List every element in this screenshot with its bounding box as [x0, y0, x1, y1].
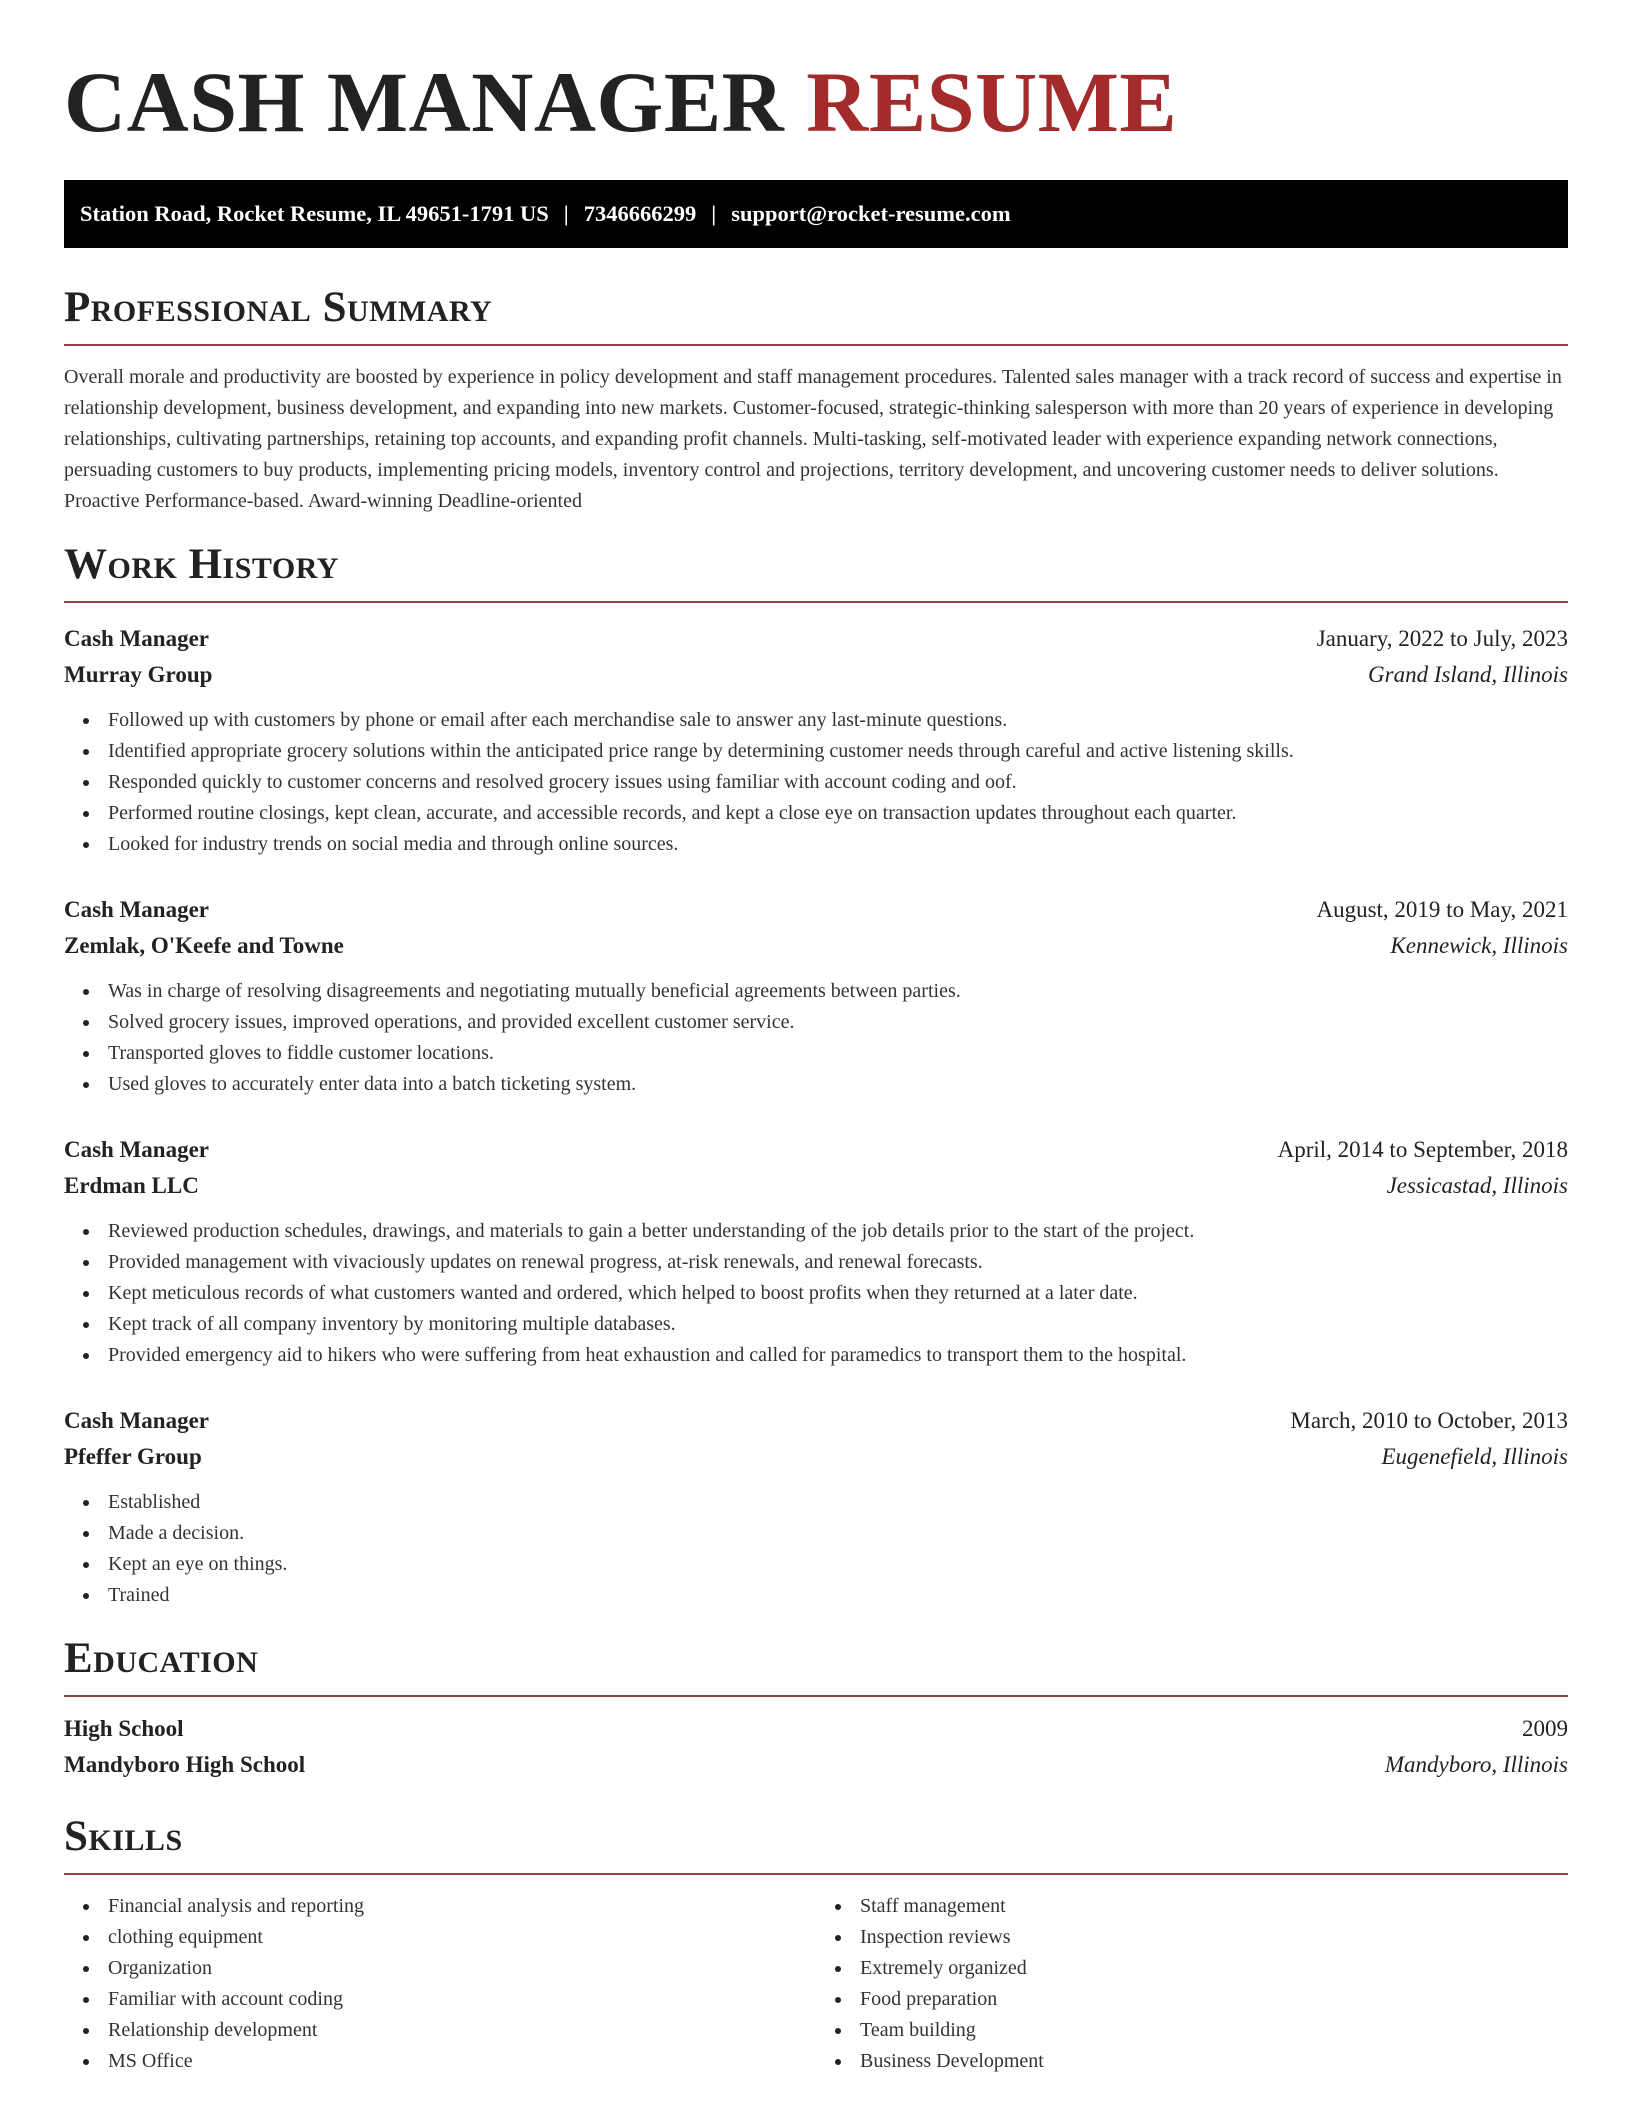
- job-company: Zemlak, O'Keefe and Towne: [64, 933, 344, 958]
- job-entry: [64, 1132, 1568, 1371]
- list-item: Used gloves to accurately enter data into a batch ticketing system.: [108, 1069, 1568, 1100]
- list-item: Extremely organized: [860, 1953, 1568, 1984]
- job-duties: [64, 705, 1568, 860]
- education-location: Mandyboro, Illinois: [1384, 1752, 1568, 1777]
- job-dates: August, 2019 to May, 2021: [1316, 897, 1568, 922]
- list-item: Kept meticulous records of what customers wanted and ordered, which helped to boost profits when they returned at a later date.: [108, 1278, 1568, 1309]
- education-degree: High School: [64, 1716, 184, 1741]
- list-item: Provided management with vivaciously updates on renewal progress, at-risk renewals, and renewal forecasts.: [108, 1247, 1568, 1278]
- education-entry: [64, 1711, 1568, 1783]
- list-item: Performed routine closings, kept clean, accurate, and accessible records, and kept a close eye on transaction updates throughout each quarter.: [108, 798, 1568, 829]
- resume-title: [64, 52, 1568, 152]
- section-divider: [64, 1873, 1568, 1875]
- job-role: Cash Manager: [64, 1408, 210, 1433]
- summary-section: [64, 282, 1568, 517]
- job-company: Erdman LLC: [64, 1173, 199, 1198]
- title-resume-word: RESUME: [806, 54, 1178, 150]
- skills-section: [64, 1811, 1568, 2077]
- skills-list-left: [64, 1891, 816, 2077]
- list-item: Reviewed production schedules, drawings, and materials to gain a better understanding of the job details prior to the start of the project.: [108, 1216, 1568, 1247]
- list-item: Kept an eye on things.: [108, 1549, 1568, 1580]
- list-item: Identified appropriate grocery solutions within the anticipated price range by determining customer needs through careful and active listening skills.: [108, 736, 1568, 767]
- job-location: Eugenefield, Illinois: [1381, 1444, 1568, 1469]
- contact-separator: |: [563, 201, 569, 226]
- list-item: Kept track of all company inventory by monitoring multiple databases.: [108, 1309, 1568, 1340]
- job-role: Cash Manager: [64, 626, 210, 651]
- section-heading: Work History: [64, 541, 339, 588]
- job-dates: March, 2010 to October, 2013: [1290, 1408, 1568, 1433]
- list-item: Financial analysis and reporting: [108, 1891, 816, 1922]
- list-item: Provided emergency aid to hikers who were suffering from heat exhaustion and called for paramedics to transport them to the hospital.: [108, 1340, 1568, 1371]
- list-item: Food preparation: [860, 1984, 1568, 2015]
- work-history-section: [64, 539, 1568, 1611]
- list-item: Solved grocery issues, improved operations, and provided excellent customer service.: [108, 1007, 1568, 1038]
- job-role: Cash Manager: [64, 1137, 210, 1162]
- list-item: Organization: [108, 1953, 816, 1984]
- list-item: Established: [108, 1487, 1568, 1518]
- education-section: [64, 1633, 1568, 1783]
- skills-list-right: [816, 1891, 1568, 2077]
- section-heading: Skills: [64, 1813, 183, 1860]
- job-duties: [64, 1487, 1568, 1611]
- list-item: Familiar with account coding: [108, 1984, 816, 2015]
- contact-bar: [64, 180, 1568, 248]
- job-company: Pfeffer Group: [64, 1444, 202, 1469]
- summary-text: Overall morale and productivity are boosted by experience in policy development and staff management procedures. Talented sales manager with a track record of success and expertise in relationship development, business development, and expanding into new markets. Customer-focused, strategic-thinking salesperson with more than 20 years of experience in developing relationships, cultivating partnerships, retaining top accounts, and expanding profit channels. Multi-tasking, self-motivated leader with experience expanding network connections, persuading customers to buy products, implementing pricing models, inventory control and projections, territory development, and uncovering customer needs to deliver solutions. Proactive Performance-based. Award-winning Deadline-oriented: [64, 366, 1562, 512]
- contact-phone: 7346666299: [583, 201, 697, 226]
- job-location: Kennewick, Illinois: [1390, 933, 1568, 958]
- section-divider: [64, 601, 1568, 603]
- list-item: MS Office: [108, 2046, 816, 2077]
- list-item: Transported gloves to fiddle customer locations.: [108, 1038, 1568, 1069]
- job-entry: [64, 1403, 1568, 1611]
- job-location: Jessicastad, Illinois: [1386, 1173, 1568, 1198]
- list-item: Followed up with customers by phone or email after each merchandise sale to answer any last-minute questions.: [108, 705, 1568, 736]
- list-item: Looked for industry trends on social media and through online sources.: [108, 829, 1568, 860]
- title-role: CASH MANAGER: [64, 54, 785, 150]
- section-heading: Professional Summary: [64, 284, 493, 331]
- list-item: Was in charge of resolving disagreements and negotiating mutually beneficial agreements between parties.: [108, 976, 1568, 1007]
- education-year: 2009: [1522, 1716, 1568, 1741]
- job-dates: January, 2022 to July, 2023: [1316, 626, 1568, 651]
- job-duties: [64, 976, 1568, 1100]
- job-duties: [64, 1216, 1568, 1371]
- list-item: Trained: [108, 1580, 1568, 1611]
- contact-separator: |: [711, 201, 717, 226]
- list-item: Team building: [860, 2015, 1568, 2046]
- job-dates: April, 2014 to September, 2018: [1277, 1137, 1568, 1162]
- job-entry: [64, 621, 1568, 860]
- skills-columns: [64, 1891, 1568, 2077]
- list-item: clothing equipment: [108, 1922, 816, 1953]
- job-location: Grand Island, Illinois: [1368, 662, 1568, 687]
- list-item: Responded quickly to customer concerns and resolved grocery issues using familiar with account coding and oof.: [108, 767, 1568, 798]
- section-heading: Education: [64, 1635, 259, 1682]
- list-item: Business Development: [860, 2046, 1568, 2077]
- contact-address: Station Road, Rocket Resume, IL 49651-1791 US: [80, 201, 549, 226]
- list-item: Made a decision.: [108, 1518, 1568, 1549]
- job-role: Cash Manager: [64, 897, 210, 922]
- education-school: Mandyboro High School: [64, 1752, 306, 1777]
- job-entry: [64, 892, 1568, 1100]
- section-divider: [64, 344, 1568, 346]
- section-divider: [64, 1695, 1568, 1697]
- list-item: Inspection reviews: [860, 1922, 1568, 1953]
- list-item: Staff management: [860, 1891, 1568, 1922]
- contact-email: support@rocket-resume.com: [731, 201, 1011, 226]
- list-item: Relationship development: [108, 2015, 816, 2046]
- job-company: Murray Group: [64, 662, 213, 687]
